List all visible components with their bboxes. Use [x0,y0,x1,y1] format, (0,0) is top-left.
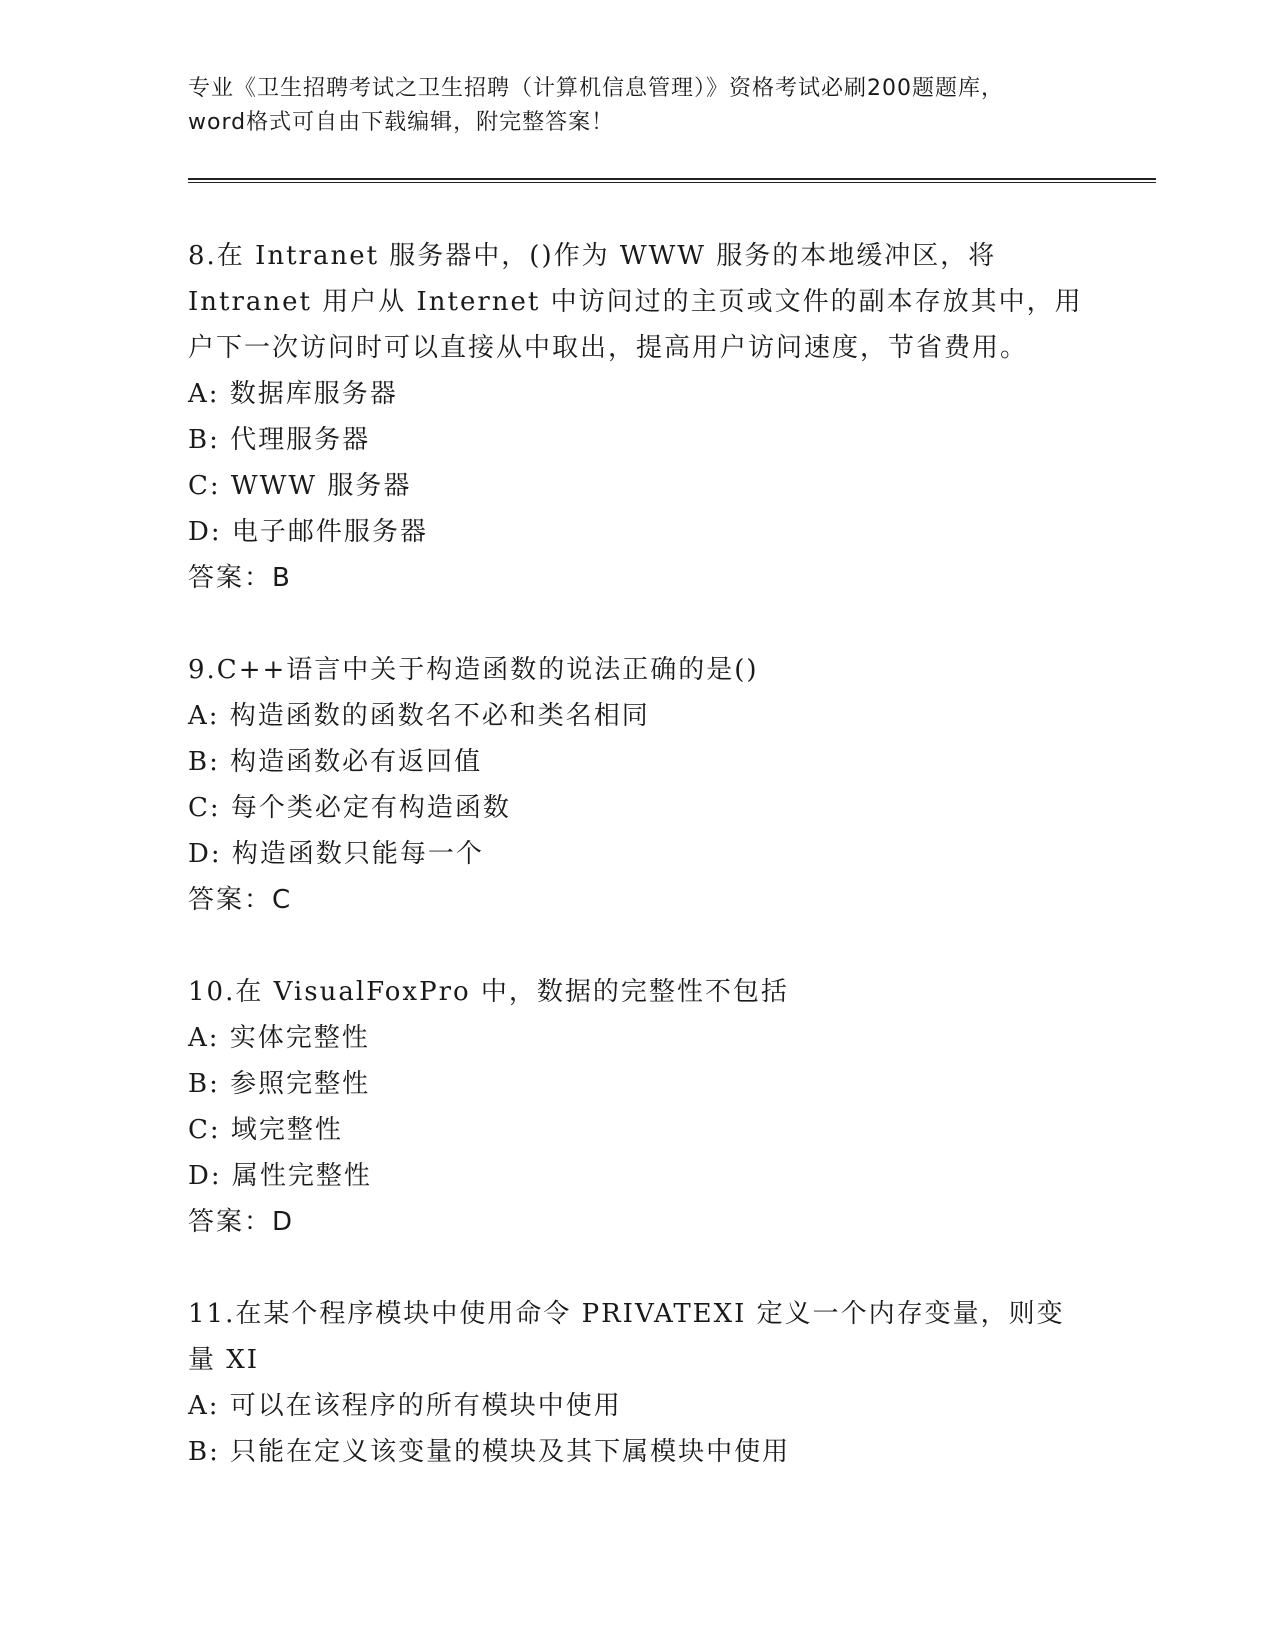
option-c: C: 每个类必定有构造函数 [188,793,511,823]
question-8 [188,233,1088,601]
option-a: A: 实体完整性 [188,1023,370,1053]
option-a: A: 构造函数的函数名不必和类名相同 [188,701,650,731]
option-a: A: 可以在该程序的所有模块中使用 [188,1391,622,1421]
question-text: 8.在 Intranet 服务器中，()作为 WWW 服务的本地缓冲区，将 Intranet 用户从 Internet 中访问过的主页或文件的副本存放其中，用户下一次访问时可以直接从中取出，提高用户访问速度，节省费用。 [188,241,1083,363]
answer: 答案：C [188,885,293,915]
question-text: 11.在某个程序模块中使用命令 PRIVATEXI 定义一个内存变量，则变量 XI [188,1299,1065,1375]
question-10 [188,969,1088,1245]
document-header [188,72,1088,140]
option-a: A: 数据库服务器 [188,379,398,409]
header-divider [188,178,1156,183]
question-list [188,233,1088,1521]
option-b: B: 只能在定义该变量的模块及其下属模块中使用 [188,1437,791,1467]
question-text: 9.C++语言中关于构造函数的说法正确的是() [188,655,759,685]
option-c: C: 域完整性 [188,1115,343,1145]
question-9 [188,647,1088,923]
option-b: B: 代理服务器 [188,425,371,455]
option-c: C: WWW 服务器 [188,471,412,501]
option-b: B: 构造函数必有返回值 [188,747,483,777]
answer: 答案：B [188,563,292,593]
header-line-1: 专业《卫生招聘考试之卫生招聘（计算机信息管理）》资格考试必刷200题题库， [188,76,1004,101]
option-d: D: 电子邮件服务器 [188,517,428,547]
header-line-2: word格式可自由下载编辑，附完整答案！ [188,110,615,135]
option-b: B: 参照完整性 [188,1069,371,1099]
option-d: D: 构造函数只能每一个 [188,839,484,869]
question-11 [188,1291,1088,1475]
answer: 答案：D [188,1207,295,1237]
option-d: D: 属性完整性 [188,1161,372,1191]
question-text: 10.在 VisualFoxPro 中，数据的完整性不包括 [188,977,789,1007]
